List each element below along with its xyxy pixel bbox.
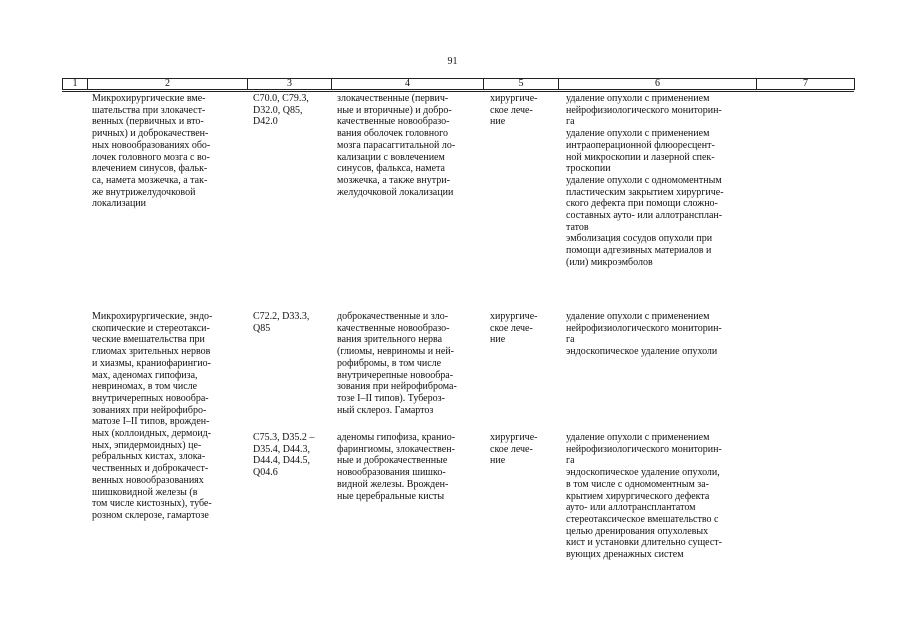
icd-codes-cell: C75.3, D35.2 – D35.4, D44.3, D44.4, D44.5, Q04.6 bbox=[253, 432, 315, 479]
column-number: 3 bbox=[248, 79, 332, 90]
methods-cell: удаление опухоли с применением нейрофизиологического мониторин- га эндоскопическое удаление опухоли bbox=[566, 311, 722, 358]
intervention-cell: Микрохирургические, эндо- скопические и стереотакси- ческие вмешательства при глиомах зрительных нервов и хиазмы, краниофарингио- мах, аденомах гипофиза, невриномах, в том числе внутричерепных новообра- зованиях при нейрофибро- матозе I–II типов, врожден- ных (коллоидных, дермоид- ных, эпидермоидных) це- ребральных кистах, злока- чественных и доброкачест- венных новообразованиях шишковидной железы (в том числе кистозных), тубе- розном склерозе, гамартозе bbox=[92, 311, 213, 521]
column-number: 5 bbox=[484, 79, 559, 90]
column-number-header bbox=[62, 78, 855, 90]
treatment-type-cell: хирургиче- ское лече- ние bbox=[490, 311, 538, 346]
diagnosis-cell: аденомы гипофиза, кранио- фарингиомы, злокачествен- ные и доброкачественные новообразования шишко- видной железы. Врожден- ные церебральные кисты bbox=[337, 432, 456, 502]
icd-codes-cell: C70.0, C79.3, D32.0, Q85, D42.0 bbox=[253, 93, 309, 128]
diagnosis-cell: злокачественные (первич- ные и вторичные) и добро- качественные новообразо- вания оболочек головного мозга парасаггитальной ло- кализации с вовлечением синусов, фалькса, намета мозжечка, а также внутри- желудочковой локализации bbox=[337, 93, 456, 198]
column-number: 6 bbox=[559, 79, 757, 90]
intervention-cell: Микрохирургические вме- шательства при злокачест- венных (первичных и вто- ричных) и доброкачествен- ных новообразованиях обо- лочек головного мозга с во- влечением синусов, фальк- са, намета мозжечка, а так- же внутрижелудочковой локализации bbox=[92, 93, 211, 210]
treatment-type-cell: хирургиче- ское лече- ние bbox=[490, 432, 538, 467]
header-bottom-rule bbox=[62, 91, 854, 92]
column-number: 4 bbox=[332, 79, 484, 90]
column-number: 7 bbox=[757, 79, 855, 90]
page-number: 91 bbox=[447, 56, 458, 67]
treatment-type-cell: хирургиче- ское лече- ние bbox=[490, 93, 538, 128]
methods-cell: удаление опухоли с применением нейрофизиологического мониторин- га эндоскопическое удаление опухоли, в том числе с одномоментным за- крытием хирургического дефекта ауто- или аллотрансплантатом стереотаксическое вмешательство с целью дренирования опухолевых кист и установки длительно сущест- вующих дренажных систем bbox=[566, 432, 722, 561]
diagnosis-cell: доброкачественные и зло- качественные новообразо- вания зрительного нерва (глиомы, невриномы и ней- рофибромы, в том числе внутричерепные новообра- зования при нейрофиброма- тозе I–II типов). Тубероз- ный склероз. Гамартоз bbox=[337, 311, 457, 416]
icd-codes-cell: C72.2, D33.3, Q85 bbox=[253, 311, 310, 334]
column-number: 1 bbox=[63, 79, 88, 90]
column-number: 2 bbox=[88, 79, 248, 90]
methods-cell: удаление опухоли с применением нейрофизиологического мониторин- га удаление опухоли с применением интраоперационной флюоресцент- ной микроскопии и лазерной спек- троскопии удаление опухоли с одномоментным пластическим закрытием хирургиче- ского дефекта при помощи сложно- составных ауто- или аллотрансплан- татов эмболизация сосудов опухоли при помощи адгезивных материалов и (или) микроэмболов bbox=[566, 93, 724, 268]
